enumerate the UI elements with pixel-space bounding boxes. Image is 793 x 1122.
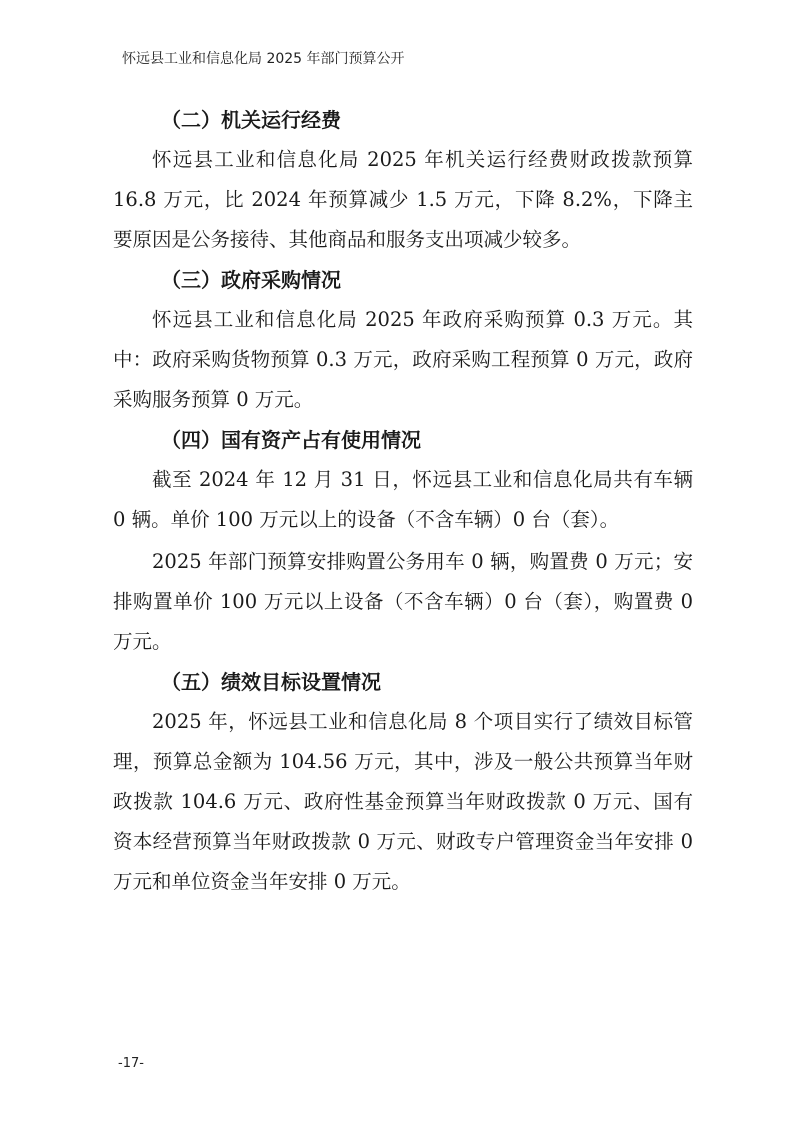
section-title-government-procurement: （三）政府采购情况 <box>161 268 341 292</box>
paragraph-performance-targets: 2025 年，怀远县工业和信息化局 8 个项目实行了绩效目标管理，预算总金额为 104.56 万元，其中，涉及一般公共预算当年财政拨款 104.6 万元、政府性基金预算当年财政拨款 0 万元、国有资本经营预算当年财政拨款 0 万元、财政专户管理资金当年安排 0 万元和单位资金当年安排 0 万元。 <box>113 710 693 893</box>
page-header: 怀远县工业和信息化局 2025 年部门预算公开 <box>122 51 405 67</box>
paragraph-state-assets-purchases: 2025 年部门预算安排购置公务用车 0 辆，购置费 0 万元；安排购置单价 100 万元以上设备（不含车辆）0 台（套），购置费 0 万元。 <box>113 550 693 653</box>
section-title-state-assets: （四）国有资产占有使用情况 <box>161 428 421 452</box>
document-body <box>113 100 693 902</box>
paragraph-state-assets-vehicles: 截至 2024 年 12 月 31 日，怀远县工业和信息化局共有车辆 0 辆。单价 100 万元以上的设备（不含车辆）0 台（套）。 <box>113 468 693 531</box>
paragraph-government-procurement: 怀远县工业和信息化局 2025 年政府采购预算 0.3 万元。其中：政府采购货物预算 0.3 万元，政府采购工程预算 0 万元，政府采购服务预算 0 万元。 <box>113 308 693 411</box>
section-title-performance-targets: （五）绩效目标设置情况 <box>161 670 381 694</box>
paragraph-operating-expenses: 怀远县工业和信息化局 2025 年机关运行经费财政拨款预算 16.8 万元，比 2024 年预算减少 1.5 万元，下降 8.2%，下降主要原因是公务接待、其他商品和服务支出项减少较多。 <box>113 148 693 251</box>
page-number: -17- <box>118 1056 144 1071</box>
section-title-operating-expenses: （二）机关运行经费 <box>161 108 341 132</box>
